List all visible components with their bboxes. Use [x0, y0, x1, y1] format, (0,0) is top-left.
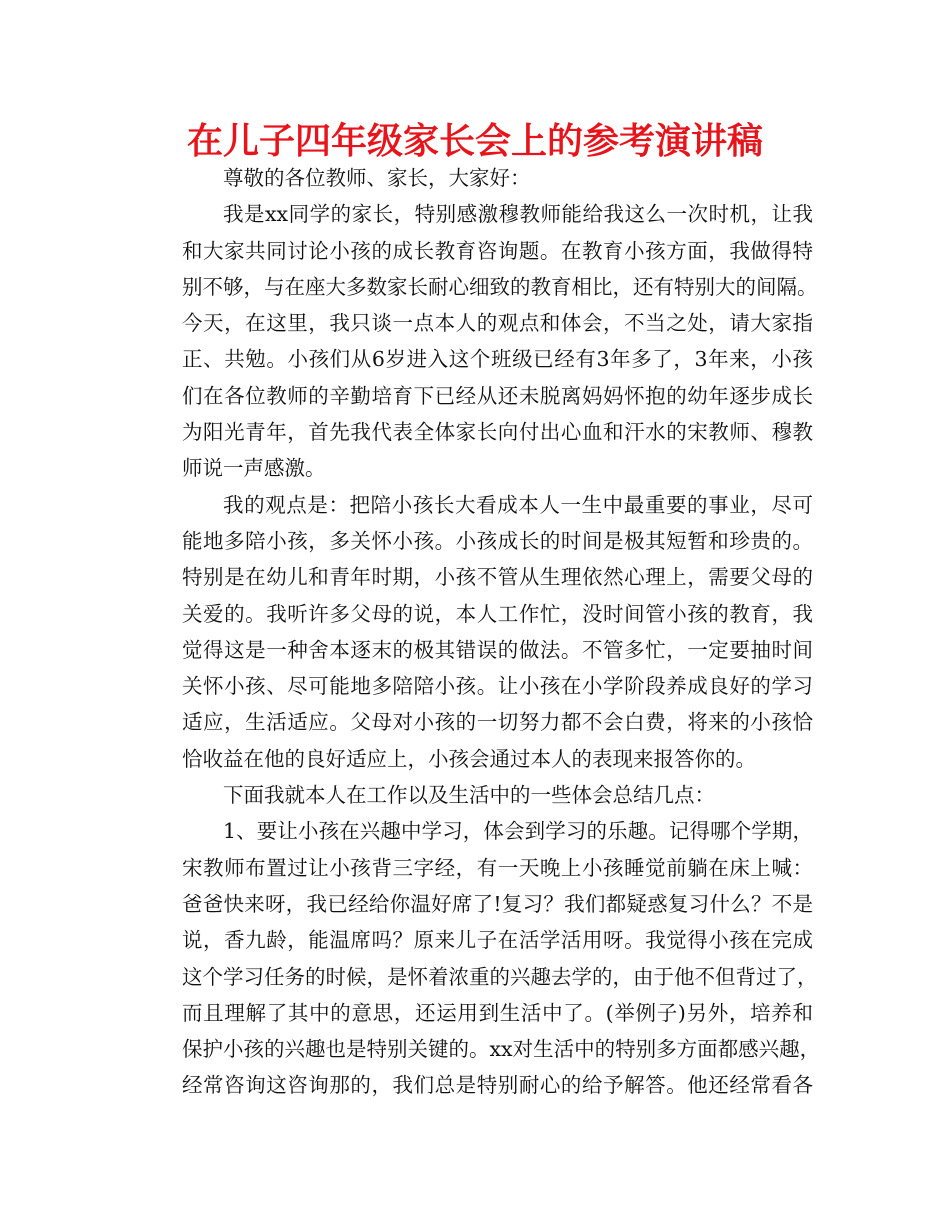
text-line: 这个学习任务的时候，是怀着浓重的兴趣去学的，由于他不但背过了，	[182, 964, 818, 989]
text-line: 我的观点是：把陪小孩长大看成本人一生中最重要的事业，尽可	[223, 492, 813, 517]
document-title: 在儿子四年级家长会上的参考演讲稿	[186, 121, 763, 162]
text-line: 我是xx同学的家长，特别感激穆教师能给我这么一次时机，让我	[223, 202, 813, 227]
text-line: 们在各位教师的辛勤培育下已经从还未脱离妈妈怀抱的幼年逐步成长	[182, 383, 813, 408]
text-line: 觉得这是一种舍本逐末的极其错误的做法。不管多忙，一定要抽时间	[182, 637, 813, 662]
text-line: 关怀小孩、尽可能地多陪陪小孩。让小孩在小学阶段养成良好的学习	[182, 674, 813, 699]
paragraph-point-one	[141, 813, 821, 1103]
text-line: 宋教师布置过让小孩背三字经，有一天晚上小孩睡觉前躺在床上喊：	[182, 855, 813, 880]
text-line: 能地多陪小孩，多关怀小孩。小孩成长的时间是极其短暂和珍贵的。	[182, 528, 813, 553]
paragraph-introduction	[141, 196, 818, 486]
text-line: 爸爸快来呀，我已经给你温好席了!复习？我们都疑惑复习什么？不是	[182, 891, 813, 916]
text-line: 特别是在幼儿和青年时期，小孩不管从生理依然心理上，需要父母的	[182, 565, 813, 590]
text-line: 1、要让小孩在兴趣中学习，体会到学习的乐趣。记得哪个学期，	[223, 819, 813, 844]
text-line: 保护小孩的兴趣也是特别关键的。xx对生活中的特别多方面都感兴趣，	[182, 1037, 821, 1062]
text-line: 和大家共同讨论小孩的成长教育咨询题。在教育小孩方面，我做得特	[182, 238, 813, 263]
text-line: 为阳光青年，首先我代表全体家长向付出心血和汗水的宋教师、穆教	[182, 420, 813, 445]
text-line: 今天，在这里，我只谈一点本人的观点和体会，不当之处，请大家指	[182, 311, 813, 336]
text-line: 说，香九龄，能温席吗？原来儿子在活学活用呀。我觉得小孩在完成	[182, 928, 813, 953]
paragraph-summary-intro	[141, 777, 813, 813]
text-line: 关爱的。我听许多父母的说，本人工作忙，没时间管小孩的教育，我	[182, 601, 813, 626]
document-body	[141, 160, 821, 1104]
paragraph-greeting	[141, 160, 813, 196]
text-line: 尊敬的各位教师、家长，大家好：	[223, 166, 531, 190]
text-line: 适应，生活适应。父母对小孩的一切努力都不会白费，将来的小孩恰	[182, 710, 813, 735]
text-line: 下面我就本人在工作以及生活中的一些体会总结几点：	[223, 783, 715, 808]
text-line: 恰收益在他的良好适应上，小孩会通过本人的表现来报答你的。	[182, 746, 756, 771]
text-line: 正、共勉。小孩们从6岁进入这个班级已经有3年多了，3年来，小孩	[182, 347, 813, 372]
text-line: 师说一声感激。	[182, 456, 326, 481]
text-line: 经常咨询这咨询那的，我们总是特别耐心的给予解答。他还经常看各	[182, 1073, 813, 1098]
text-line: 而且理解了其中的意思，还运用到生活中了。(举例子)另外，培养和	[182, 1000, 813, 1025]
paragraph-viewpoint	[141, 487, 813, 777]
text-line: 别不够，与在座大多数家长耐心细致的教育相比，还有特别大的间隔。	[182, 274, 818, 299]
